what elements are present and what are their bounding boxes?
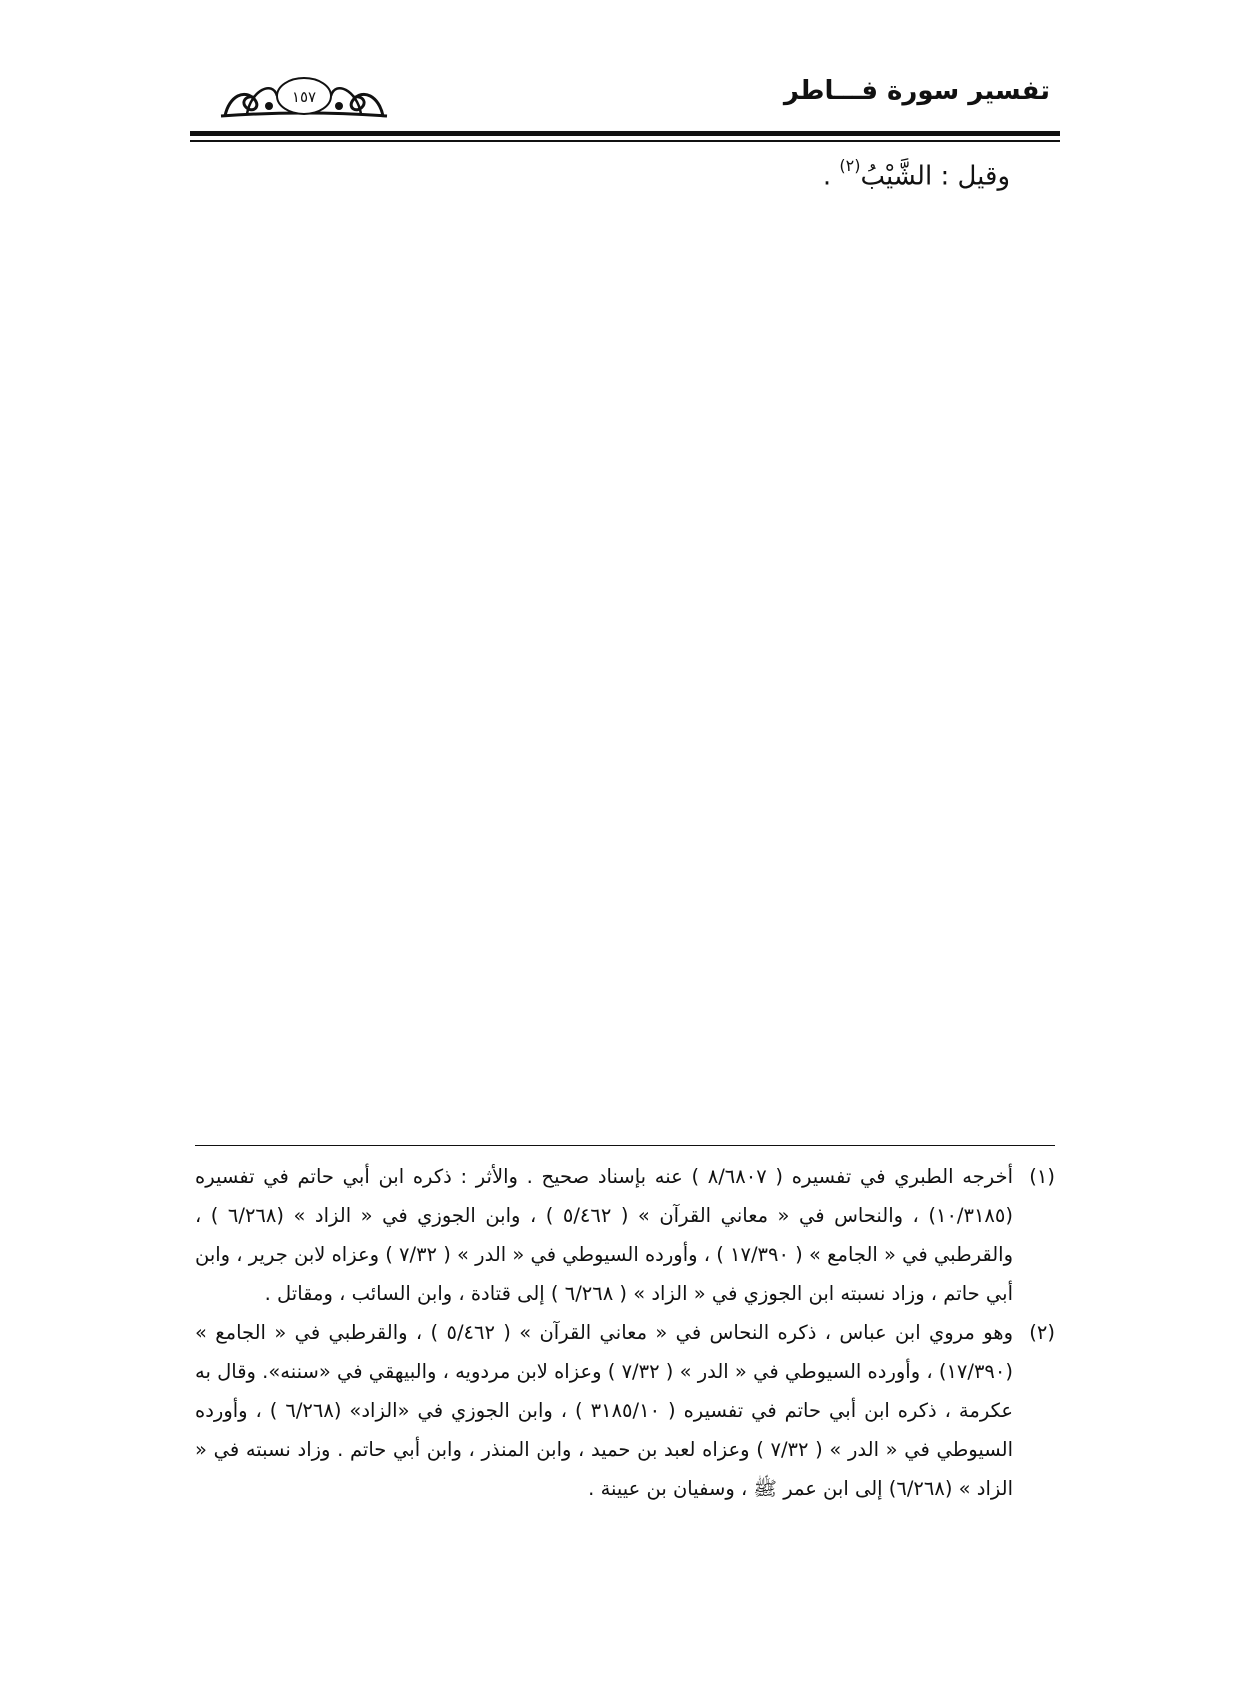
header-rule-thick [190,131,1060,136]
page-number: ١٥٧ [291,88,317,106]
footnote-separator [195,1145,1055,1146]
header-rule [190,131,1060,145]
footnote-text: أخرجه الطبري في تفسيره ( ٨/٦٨٠٧ ) عنه بإسناد صحيح . والأثر : ذكره ابن أبي حاتم في تفسيره (١٠/٣١٨٥) ، والنحاس في « معاني القرآن » ( ٥/٤٦٢ ) ، وابن الجوزي في « الزاد » (٦/٢٦٨ ) ، والقرطبي في « الجامع » ( ١٧/٣٩٠ ) ، وأورده السيوطي في « الدر » ( ٧/٣٢ ) وعزاه لابن جرير ، وابن أبي حاتم ، وزاد نسبته ابن الجوزي في « الزاد » ( ٦/٢٦٨ ) إلى قتادة ، وابن السائب ، ومقاتل . [194,1165,1013,1305]
footnotes [195,1157,1055,1508]
running-header-title: تفسير سورة فـــاطر [783,76,1050,106]
footnote-1 [195,1157,1055,1313]
main-text-line [822,156,1010,192]
footnote-text: وهو مروي ابن عباس ، ذكره النحاس في « معاني القرآن » ( ٥/٤٦٢ ) ، والقرطبي في « الجامع » (١٧/٣٩٠) ، وأورده السيوطي في « الدر » ( ٧/٣٢ ) وعزاه لابن مردويه ، والبيهقي في «سننه». وقال به عكرمة ، ذكره ابن أبي حاتم في تفسيره ( ٣١٨٥/١٠ ) ، وابن الجوزي في «الزاد» (٦/٢٦٨ ) ، وأورده السيوطي في « الدر » ( ٧/٣٢ ) وعزاه لعبد بن حميد ، وابن المنذر ، وابن أبي حاتم . وزاد نسبته في « الزاد » (٦/٢٦٨) إلى ابن عمر ﷺ ، وسفيان بن عيينة . [195,1321,1013,1500]
footnote-ref-2: (٢) [839,156,861,175]
header-rule-thin [190,140,1060,142]
main-text: وقيل : الشَّيْبُ [860,161,1010,192]
footnote-number: (١) [1029,1165,1055,1188]
footnote-number: (٢) [1029,1321,1055,1344]
footnote-2 [195,1313,1055,1508]
main-text-trailing: . [822,161,840,192]
page-number-ornament [215,66,393,122]
